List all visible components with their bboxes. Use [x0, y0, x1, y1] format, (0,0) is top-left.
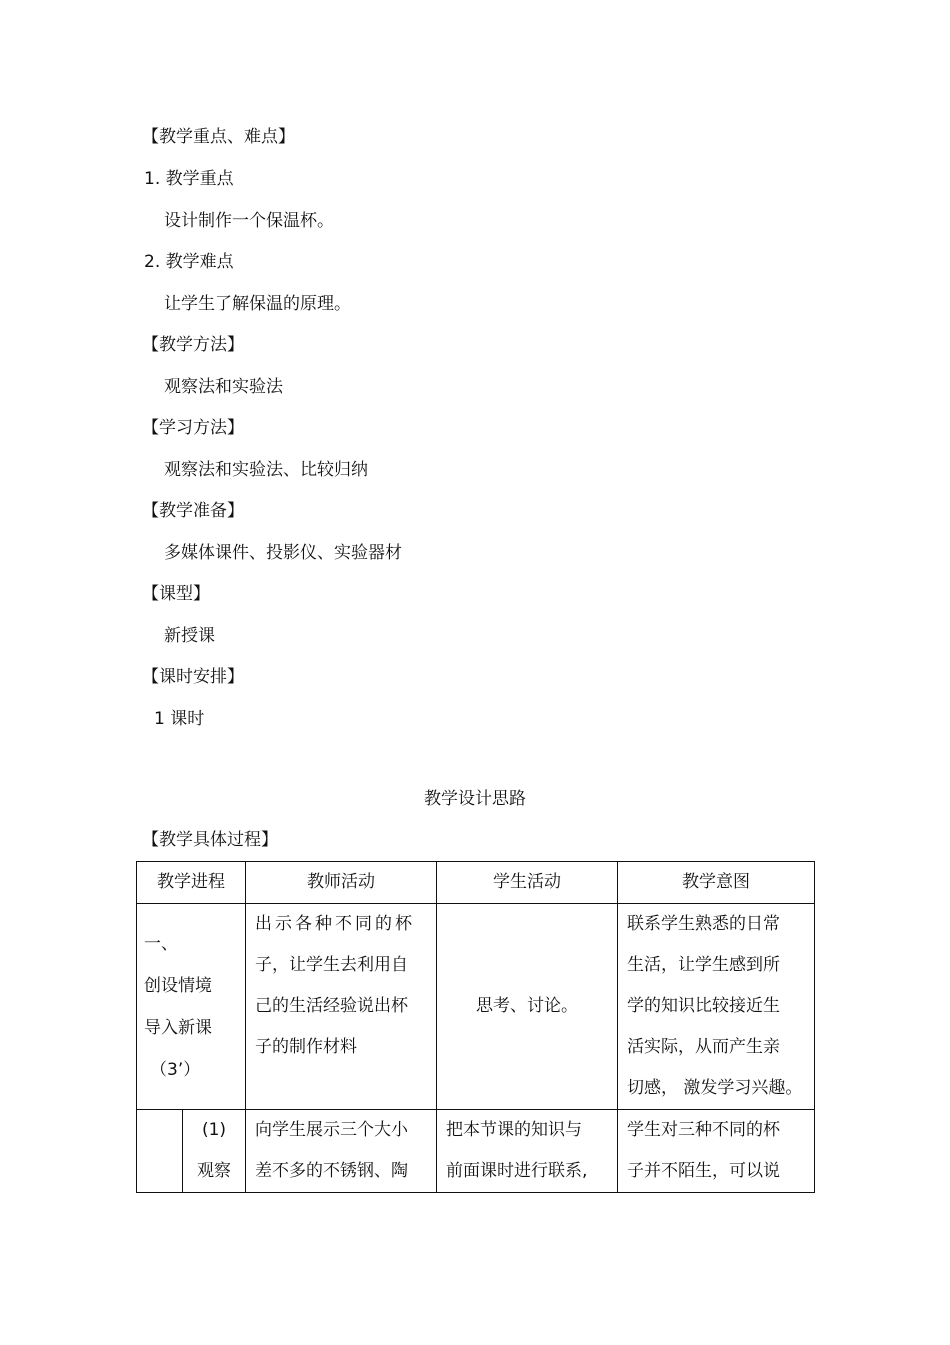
teacher-activity-cell — [246, 1110, 437, 1193]
student-line: 前面课时进行联系, — [446, 1161, 588, 1181]
stage-group-cell — [137, 1110, 183, 1193]
intent-line: 活实际，从而产生亲 — [627, 1037, 780, 1057]
teacher-line: 差不多的不锈钢、陶 — [255, 1161, 408, 1181]
intent-line: 生活，让学生感到所 — [627, 955, 780, 975]
stage-cell — [137, 904, 246, 1110]
intent-cell — [618, 1110, 815, 1193]
student-activity-cell: 思考、讨论。 — [437, 904, 618, 1110]
stage-line: 一、 — [144, 933, 178, 954]
intent-cell — [618, 904, 815, 1110]
table-header-row — [137, 862, 815, 904]
teacher-line: 己的生活经验说出杯 — [255, 996, 408, 1016]
intent-line: 学的知识比较接近生 — [627, 996, 780, 1016]
process-table — [136, 861, 815, 1193]
key-point-2-label: 2. 教学难点 — [144, 252, 234, 272]
key-points-heading: 【教学重点、难点】 — [142, 127, 295, 147]
schedule-text: 1 课时 — [154, 709, 205, 729]
header-student-activity: 学生活动 — [437, 862, 618, 904]
lesson-type-text: 新授课 — [164, 626, 215, 646]
teacher-activity-cell — [246, 904, 437, 1110]
intent-line: 子并不陌生，可以说 — [627, 1161, 780, 1181]
lesson-type-heading: 【课型】 — [142, 584, 210, 604]
teaching-method-text: 观察法和实验法 — [164, 377, 283, 397]
design-title: 教学设计思路 — [424, 789, 526, 809]
preparation-text: 多媒体课件、投影仪、实验器材 — [164, 543, 402, 563]
teaching-method-heading: 【教学方法】 — [142, 335, 244, 355]
schedule-heading: 【课时安排】 — [142, 667, 244, 687]
teacher-line: 向学生展示三个大小 — [255, 1120, 408, 1140]
student-activity-cell — [437, 1110, 618, 1193]
key-point-2-text: 让学生了解保温的原理。 — [164, 294, 351, 314]
student-line: 把本节课的知识与 — [446, 1120, 582, 1140]
teacher-line: 子，让学生去利用自 — [255, 955, 408, 975]
stage-line: 创设情境 — [144, 975, 212, 996]
teacher-line: 出示各种不同的杯 — [255, 914, 415, 934]
key-point-1-label: 1. 教学重点 — [144, 169, 234, 189]
header-stage: 教学进程 — [137, 862, 246, 904]
stage-line: 导入新课 — [144, 1017, 212, 1038]
intent-line: 学生对三种不同的杯 — [627, 1120, 780, 1140]
preparation-heading: 【教学准备】 — [142, 501, 244, 521]
table-row — [137, 1110, 815, 1193]
intent-line: 切感， 激发学习兴趣。 — [627, 1078, 803, 1098]
sub-stage-cell — [183, 1110, 246, 1193]
key-point-1-text: 设计制作一个保温杯。 — [164, 211, 334, 231]
intent-line: 联系学生熟悉的日常 — [627, 914, 780, 934]
learning-method-heading: 【学习方法】 — [142, 418, 244, 438]
header-intent: 教学意图 — [618, 862, 815, 904]
sub-stage-line: (1) — [201, 1120, 227, 1140]
header-teacher-activity: 教师活动 — [246, 862, 437, 904]
table-row — [137, 904, 815, 1110]
process-heading: 【教学具体过程】 — [142, 830, 278, 850]
learning-method-text: 观察法和实验法、比较归纳 — [164, 460, 368, 480]
sub-stage-line: 观察 — [197, 1161, 231, 1181]
stage-line: （3’） — [150, 1059, 201, 1080]
teacher-line: 子的制作材料 — [255, 1037, 357, 1057]
